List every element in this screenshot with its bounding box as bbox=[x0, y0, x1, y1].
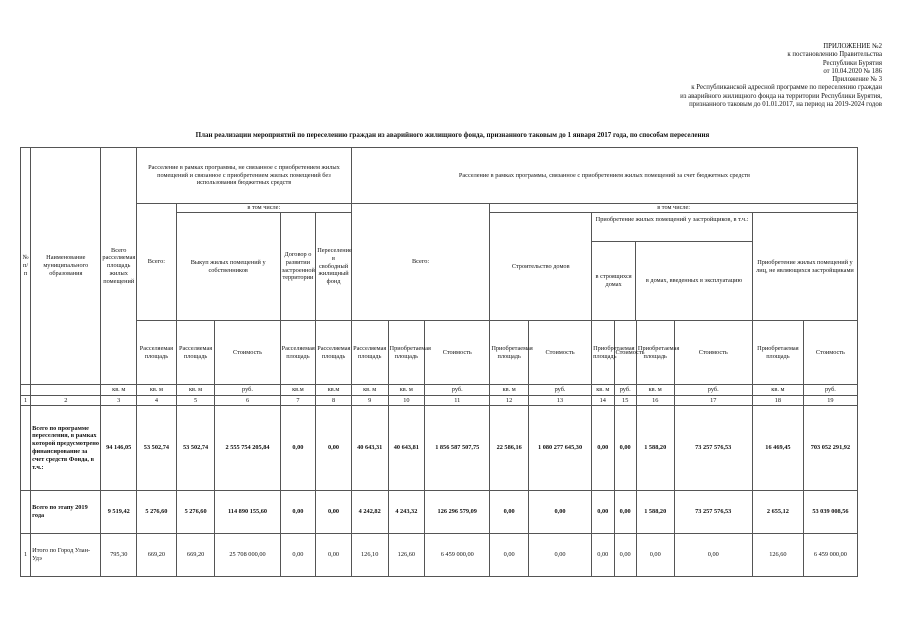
unit-cell: руб. bbox=[425, 385, 490, 396]
row-cell: 0,00 bbox=[316, 534, 352, 577]
row-cell: 0,00 bbox=[614, 406, 636, 491]
col-number: 9 bbox=[351, 396, 388, 406]
sub-header: Приобретаемая площадь bbox=[752, 321, 803, 385]
row-cell: 73 257 576,53 bbox=[674, 406, 752, 491]
table-row bbox=[21, 491, 858, 534]
row-name: Всего по этапу 2019 года bbox=[31, 491, 101, 534]
row-cell: 0,00 bbox=[614, 491, 636, 534]
column-numbers-row bbox=[21, 396, 858, 406]
unit-cell: руб. bbox=[529, 385, 592, 396]
row-cell: 40 643,81 bbox=[388, 406, 425, 491]
row-cell: 53 502,74 bbox=[137, 406, 177, 491]
row-cell: 1 588,20 bbox=[636, 491, 674, 534]
row-cell: 4 242,82 bbox=[351, 491, 388, 534]
row-cell: 126,60 bbox=[388, 534, 425, 577]
sub-header: Стоимость bbox=[614, 321, 636, 385]
unit-cell: кв. м bbox=[752, 385, 803, 396]
col-number: 8 bbox=[316, 396, 352, 406]
unit-cell: кв. м bbox=[490, 385, 529, 396]
row-cell: 1 080 277 645,30 bbox=[529, 406, 592, 491]
row-cell: 5 276,60 bbox=[176, 491, 215, 534]
sub-header: Приобретаемая площадь bbox=[490, 321, 529, 385]
header-group-b: Расселение в рамках программы, связанное с приобретением жилых помещений за счет бюджетных средств bbox=[351, 148, 857, 204]
header-a-buyout: Выкуп жилых помещений у собственников bbox=[176, 213, 280, 321]
sub-header: Стоимость bbox=[529, 321, 592, 385]
header-line: Республики Бурятия bbox=[822, 59, 882, 67]
row-cell: 0,00 bbox=[280, 406, 316, 491]
row-name: Итого по Город Улан-Удэ bbox=[31, 534, 101, 577]
col-number: 17 bbox=[674, 396, 752, 406]
row-cell: 0,00 bbox=[592, 534, 614, 577]
sub-header: Расселяемая площадь bbox=[316, 321, 352, 385]
col-number: 15 bbox=[614, 396, 636, 406]
col-number: 11 bbox=[425, 396, 490, 406]
row-cell: 9 519,42 bbox=[101, 491, 137, 534]
row-cell: 40 643,31 bbox=[351, 406, 388, 491]
row-cell: 0,00 bbox=[529, 491, 592, 534]
sub-header: Стоимость bbox=[425, 321, 490, 385]
row-cell: 25 708 000,00 bbox=[215, 534, 280, 577]
row-cell: 5 276,60 bbox=[137, 491, 177, 534]
row-cell: 6 459 000,00 bbox=[803, 534, 857, 577]
sub-header: Стоимость bbox=[215, 321, 280, 385]
row-cell: 795,30 bbox=[101, 534, 137, 577]
unit-cell: кв. м bbox=[176, 385, 215, 396]
row-num: 1 bbox=[21, 534, 31, 577]
unit-cell: кв.м bbox=[316, 385, 352, 396]
table-row bbox=[21, 534, 858, 577]
col-number: 4 bbox=[137, 396, 177, 406]
col-number: 18 bbox=[752, 396, 803, 406]
row-cell: 0,00 bbox=[592, 406, 614, 491]
row-cell: 2 655,12 bbox=[752, 491, 803, 534]
row-num bbox=[21, 491, 31, 534]
header-a-resettle: Переселение в свободный жилищный фонд bbox=[316, 213, 352, 321]
header-group-a: Расселение в рамках программы, не связанное с приобретением жилых помещений и связанное с приобретением жилых помещений без использования бюджетных средств bbox=[137, 148, 352, 204]
header-a-including: в том числе: bbox=[176, 204, 351, 213]
header-b-under-construction: в строящихся домах bbox=[592, 242, 636, 320]
row-cell: 0,00 bbox=[490, 491, 529, 534]
row-cell: 73 257 576,53 bbox=[674, 491, 752, 534]
sub-header: Расселяемая площадь bbox=[351, 321, 388, 385]
row-cell: 703 052 291,92 bbox=[803, 406, 857, 491]
row-cell: 114 890 155,60 bbox=[215, 491, 280, 534]
row-cell: 6 459 000,00 bbox=[425, 534, 490, 577]
row-cell: 0,00 bbox=[636, 534, 674, 577]
appendix-header bbox=[522, 43, 882, 109]
row-cell: 1 588,20 bbox=[636, 406, 674, 491]
col-number: 14 bbox=[592, 396, 614, 406]
header-name: Наименование муниципального образования bbox=[31, 148, 101, 385]
header-b-purchase-block bbox=[592, 213, 753, 321]
header-total-area: Всего расселяемая площадь жилых помещений bbox=[101, 148, 137, 385]
header-line: из аварийного жилищного фонда на территории Республики Бурятия, bbox=[680, 92, 882, 100]
row-cell: 0,00 bbox=[614, 534, 636, 577]
row-cell: 4 243,32 bbox=[388, 491, 425, 534]
unit-cell: кв. м bbox=[636, 385, 674, 396]
row-cell: 126,10 bbox=[351, 534, 388, 577]
sub-header: Стоимость bbox=[674, 321, 752, 385]
header-b-build: Строительство домов bbox=[490, 213, 592, 321]
row-cell: 669,20 bbox=[176, 534, 215, 577]
row-cell: 22 586,16 bbox=[490, 406, 529, 491]
sub-header: Приобретаемая площадь bbox=[388, 321, 425, 385]
header-line: Приложение № 3 bbox=[832, 76, 882, 84]
row-cell: 53 502,74 bbox=[176, 406, 215, 491]
row-cell: 16 469,45 bbox=[752, 406, 803, 491]
sub-header: Расселяемая площадь bbox=[280, 321, 316, 385]
row-cell: 53 039 008,56 bbox=[803, 491, 857, 534]
unit-cell: кв.м bbox=[280, 385, 316, 396]
sub-header: Расселяемая площадь bbox=[176, 321, 215, 385]
row-num bbox=[21, 406, 31, 491]
header-b-commissioned: в домах, введенных в эксплуатацию bbox=[645, 277, 743, 285]
document-title: План реализации мероприятий по переселению граждан из аварийного жилищного фонда, признанного таковым до 1 января 2017 года, по способам переселения bbox=[195, 131, 710, 139]
row-cell: 2 555 754 205,84 bbox=[215, 406, 280, 491]
resettlement-plan-table bbox=[20, 147, 858, 577]
col-number: 3 bbox=[101, 396, 137, 406]
unit-cell: кв. м bbox=[592, 385, 614, 396]
header-a-total: Всего: bbox=[137, 204, 177, 321]
row-cell: 0,00 bbox=[490, 534, 529, 577]
col-number: 13 bbox=[529, 396, 592, 406]
header-line: ПРИЛОЖЕНИЕ №2 bbox=[823, 43, 882, 50]
row-cell: 0,00 bbox=[529, 534, 592, 577]
row-cell: 0,00 bbox=[674, 534, 752, 577]
row-cell: 126 296 579,09 bbox=[425, 491, 490, 534]
sub-header: Приобретаемая площадь bbox=[592, 321, 614, 385]
col-number: 5 bbox=[176, 396, 215, 406]
unit-cell: кв. м bbox=[101, 385, 137, 396]
row-cell: 126,60 bbox=[752, 534, 803, 577]
unit-cell: руб. bbox=[674, 385, 752, 396]
header-b-purchase: Приобретение жилых помещений у застройщиков, в т.ч.: bbox=[592, 213, 752, 242]
header-line: от 10.04.2020 № 186 bbox=[823, 67, 882, 75]
header-line: к Республиканской адресной программе по переселению граждан bbox=[691, 84, 882, 92]
header-num: № п/п bbox=[21, 148, 31, 385]
unit-cell: руб. bbox=[215, 385, 280, 396]
header-b-total: Всего: bbox=[351, 204, 489, 321]
header-a-contract: Договор о развитии застроенной территории bbox=[280, 213, 316, 321]
col-number: 16 bbox=[636, 396, 674, 406]
sub-header: Стоимость bbox=[803, 321, 857, 385]
unit-cell: руб. bbox=[803, 385, 857, 396]
units-row bbox=[21, 385, 858, 396]
row-name: Всего по программе переселения, в рамках которой предусмотрено финансирование за счет средств Фонда, в т.ч.: bbox=[31, 406, 101, 491]
row-cell: 1 856 587 507,75 bbox=[425, 406, 490, 491]
header-line: признанного таковым до 01.01.2017, на период на 2019-2024 годов bbox=[689, 101, 882, 109]
row-cell: 0,00 bbox=[316, 491, 352, 534]
row-cell: 0,00 bbox=[280, 534, 316, 577]
col-number: 1 bbox=[21, 396, 31, 406]
row-cell: 0,00 bbox=[592, 491, 614, 534]
col-number: 2 bbox=[31, 396, 101, 406]
row-cell: 0,00 bbox=[280, 491, 316, 534]
table-row bbox=[21, 406, 858, 491]
row-cell: 0,00 bbox=[316, 406, 352, 491]
unit-cell: руб. bbox=[614, 385, 636, 396]
header-b-from-others: Приобретение жилых помещений у лиц, не являющихся застройщиками bbox=[752, 213, 857, 321]
row-cell: 94 146,05 bbox=[101, 406, 137, 491]
row-cell: 669,20 bbox=[137, 534, 177, 577]
col-number: 7 bbox=[280, 396, 316, 406]
col-number: 6 bbox=[215, 396, 280, 406]
unit-cell: кв. м bbox=[388, 385, 425, 396]
col-number: 19 bbox=[803, 396, 857, 406]
header-line: к постановлению Правительства bbox=[787, 51, 882, 59]
unit-cell: кв. м bbox=[137, 385, 177, 396]
unit-cell: кв. м bbox=[351, 385, 388, 396]
col-number: 10 bbox=[388, 396, 425, 406]
sub-header: Приобретаемая площадь bbox=[636, 321, 674, 385]
header-b-purchase-split bbox=[592, 242, 752, 320]
col-number: 12 bbox=[490, 396, 529, 406]
header-b-including: в том числе: bbox=[490, 204, 858, 213]
sub-header: Расселяемая площадь bbox=[137, 321, 177, 385]
